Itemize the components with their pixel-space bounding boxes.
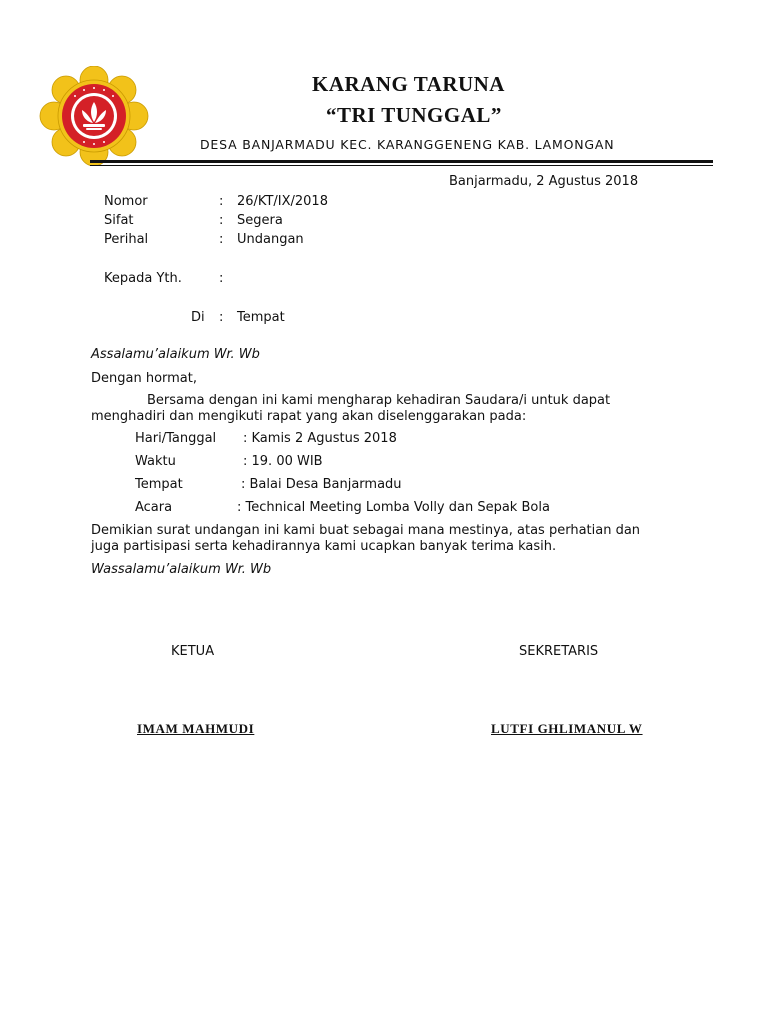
closing-line-1: Demikian surat undangan ini kami buat sebagai mana mestinya, atas perhatian dan xyxy=(91,523,641,538)
meta-sep: : xyxy=(219,194,224,209)
body-line-1: Bersama dengan ini kami mengharap kehadiran Saudara/i untuk dapat xyxy=(147,393,611,408)
detail-label-acara: Acara xyxy=(135,500,173,515)
detail-value-tempat: : Balai Desa Banjarmadu xyxy=(241,477,402,492)
greeting: Dengan hormat, xyxy=(91,371,198,386)
closing-line-2: juga partisipasi serta kehadirannya kami ucapkan banyak terima kasih. xyxy=(91,539,557,554)
meta-label-sifat: Sifat xyxy=(104,213,134,228)
organization-logo xyxy=(38,66,150,166)
signature-name-right: LUTFI GHLIMANUL W xyxy=(491,721,643,736)
meta-label-perihal: Perihal xyxy=(104,232,149,247)
detail-label-waktu: Waktu xyxy=(135,454,176,469)
detail-value-hari: : Kamis 2 Agustus 2018 xyxy=(243,431,397,446)
detail-value-acara: : Technical Meeting Lomba Volly dan Sepak Bola xyxy=(237,500,550,515)
meta-value-sifat: Segera xyxy=(237,213,283,228)
recipient-sep: : xyxy=(219,271,224,286)
place-date: Banjarmadu, 2 Agustus 2018 xyxy=(449,174,639,189)
salam-open: Assalamu’alaikum Wr. Wb xyxy=(91,347,260,362)
header-divider xyxy=(90,160,713,163)
signature-title-left: KETUA xyxy=(171,644,215,659)
meta-label-nomor: Nomor xyxy=(104,194,148,209)
salam-close: Wassalamu’alaikum Wr. Wb xyxy=(91,562,272,577)
recipient-label: Kepada Yth. xyxy=(104,271,182,286)
meta-sep: : xyxy=(219,213,224,228)
detail-label-tempat: Tempat xyxy=(135,477,183,492)
detail-label-hari: Hari/Tanggal xyxy=(135,431,217,446)
body-line-2: menghadiri dan mengikuti rapat yang akan diselenggarakan pada: xyxy=(91,409,527,424)
org-name: KARANG TARUNA xyxy=(312,72,505,96)
org-address: DESA BANJARMADU KEC. KARANGGENENG KAB. LAMONGAN xyxy=(200,137,615,152)
meta-value-perihal: Undangan xyxy=(237,232,304,247)
di-value: Tempat xyxy=(237,310,285,325)
di-label: Di xyxy=(191,310,205,325)
detail-value-waktu: : 19. 00 WIB xyxy=(243,454,323,469)
signature-title-right: SEKRETARIS xyxy=(519,644,599,659)
meta-value-nomor: 26/KT/IX/2018 xyxy=(237,194,328,209)
header-divider-thin xyxy=(90,165,713,166)
di-sep: : xyxy=(219,310,224,325)
signature-name-left: IMAM MAHMUDI xyxy=(137,721,255,736)
meta-sep: : xyxy=(219,232,224,247)
org-subname: “TRI TUNGGAL” xyxy=(326,103,502,127)
